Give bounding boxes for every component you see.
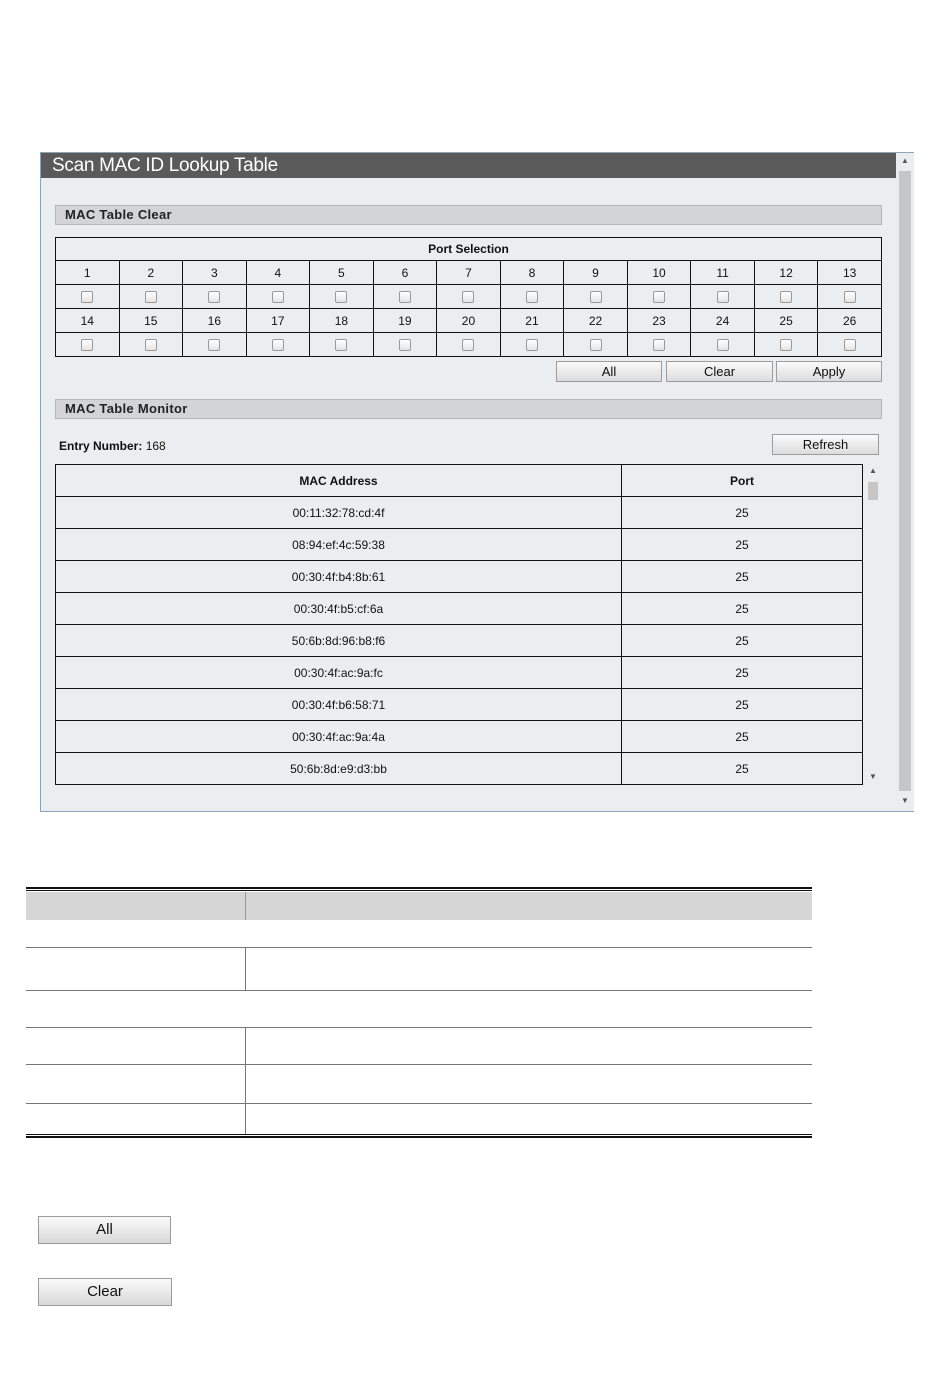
port-label: 9 xyxy=(564,261,628,285)
port-cell: 25 xyxy=(622,753,863,785)
port-label: 21 xyxy=(500,309,564,333)
mac-address-cell: 50:6b:8d:e9:d3:bb xyxy=(56,753,622,785)
table-row xyxy=(56,753,863,785)
port-cell: 25 xyxy=(622,593,863,625)
table-row xyxy=(56,689,863,721)
port-cell: 25 xyxy=(622,561,863,593)
port-cell xyxy=(183,333,247,357)
port-cell: 25 xyxy=(622,721,863,753)
port-cell xyxy=(754,285,818,309)
refresh-button[interactable]: Refresh xyxy=(772,434,879,455)
mac-table-scrollbar[interactable] xyxy=(864,464,882,786)
all-button[interactable]: All xyxy=(556,361,662,382)
port-label: 15 xyxy=(119,309,183,333)
port-cell xyxy=(119,285,183,309)
entry-number-value: 168 xyxy=(145,439,166,453)
port-checkbox[interactable] xyxy=(399,291,411,303)
port-checkbox[interactable] xyxy=(844,339,856,351)
port-checkbox[interactable] xyxy=(780,339,792,351)
mac-table-container xyxy=(55,464,882,786)
row-divider xyxy=(26,1027,812,1028)
port-label: 5 xyxy=(310,261,374,285)
port-cell xyxy=(564,285,628,309)
port-label: 25 xyxy=(754,309,818,333)
port-label: 13 xyxy=(818,261,882,285)
entry-number xyxy=(59,439,166,453)
header-divider xyxy=(245,892,246,920)
port-checkbox[interactable] xyxy=(335,339,347,351)
port-label: 16 xyxy=(183,309,247,333)
table-bottom-rule-thin xyxy=(26,1134,812,1135)
port-cell xyxy=(437,285,501,309)
port-cell xyxy=(373,285,437,309)
table-bottom-rule xyxy=(26,1136,812,1138)
mac-address-cell: 00:30:4f:ac:9a:fc xyxy=(56,657,622,689)
port-cell xyxy=(500,285,564,309)
port-checkbox[interactable] xyxy=(653,291,665,303)
port-label: 6 xyxy=(373,261,437,285)
port-checkbox[interactable] xyxy=(145,291,157,303)
port-checkbox[interactable] xyxy=(590,339,602,351)
port-label: 20 xyxy=(437,309,501,333)
port-cell xyxy=(437,333,501,357)
port-label: 8 xyxy=(500,261,564,285)
table-row xyxy=(56,721,863,753)
table-row xyxy=(56,657,863,689)
mac-address-cell: 00:30:4f:b5:cf:6a xyxy=(56,593,622,625)
port-label: 18 xyxy=(310,309,374,333)
port-label: 14 xyxy=(56,309,120,333)
port-cell: 25 xyxy=(622,657,863,689)
port-checkbox[interactable] xyxy=(145,339,157,351)
port-checkbox[interactable] xyxy=(462,291,474,303)
port-checkbox[interactable] xyxy=(717,291,729,303)
scan-mac-lookup-panel xyxy=(40,152,914,812)
table-header-row xyxy=(26,892,812,920)
row-divider xyxy=(26,1103,812,1104)
port-checkbox[interactable] xyxy=(81,339,93,351)
port-checkbox[interactable] xyxy=(526,339,538,351)
table-row xyxy=(56,625,863,657)
mac-table xyxy=(55,464,863,785)
row-divider xyxy=(26,1064,812,1065)
mac-table-monitor-header: MAC Table Monitor xyxy=(55,399,882,419)
port-cell xyxy=(310,285,374,309)
mac-address-cell: 00:30:4f:b4:8b:61 xyxy=(56,561,622,593)
port-label: 7 xyxy=(437,261,501,285)
entry-number-label: Entry Number: xyxy=(59,439,143,453)
port-label: 26 xyxy=(818,309,882,333)
port-checkbox[interactable] xyxy=(653,339,665,351)
scroll-up-icon[interactable]: ▲ xyxy=(901,156,909,165)
port-checkbox[interactable] xyxy=(717,339,729,351)
apply-button[interactable]: Apply xyxy=(776,361,882,382)
port-cell xyxy=(691,333,755,357)
panel-scroll-thumb[interactable] xyxy=(899,171,911,791)
port-cell: 25 xyxy=(622,689,863,721)
port-label: 22 xyxy=(564,309,628,333)
port-cell xyxy=(691,285,755,309)
port-checkbox[interactable] xyxy=(272,339,284,351)
all-button-sample[interactable]: All xyxy=(38,1216,171,1244)
port-cell xyxy=(818,333,882,357)
clear-button[interactable]: Clear xyxy=(666,361,773,382)
row-divider xyxy=(26,947,812,948)
port-cell xyxy=(627,333,691,357)
mac-table-scroll-thumb[interactable] xyxy=(868,482,878,500)
port-label: 3 xyxy=(183,261,247,285)
table-row xyxy=(56,497,863,529)
port-checkbox[interactable] xyxy=(208,291,220,303)
port-cell xyxy=(373,333,437,357)
clear-button-sample[interactable]: Clear xyxy=(38,1278,172,1306)
column-divider xyxy=(245,947,246,990)
port-checkbox[interactable] xyxy=(399,339,411,351)
port-label: 19 xyxy=(373,309,437,333)
column-port: Port xyxy=(622,465,863,497)
mac-address-cell: 00:30:4f:ac:9a:4a xyxy=(56,721,622,753)
row-divider xyxy=(26,990,812,991)
port-cell xyxy=(818,285,882,309)
panel-title: Scan MAC ID Lookup Table xyxy=(41,153,896,178)
port-label: 2 xyxy=(119,261,183,285)
port-checkbox[interactable] xyxy=(844,291,856,303)
port-cell xyxy=(119,333,183,357)
port-cell xyxy=(183,285,247,309)
port-label: 17 xyxy=(246,309,310,333)
port-checkbox[interactable] xyxy=(81,291,93,303)
port-cell xyxy=(246,285,310,309)
parameter-table xyxy=(26,887,812,1140)
table-top-rule xyxy=(26,887,812,889)
panel-scrollbar[interactable] xyxy=(896,153,914,811)
port-cell xyxy=(246,333,310,357)
table-row xyxy=(56,529,863,561)
port-checkbox[interactable] xyxy=(526,291,538,303)
port-cell: 25 xyxy=(622,625,863,657)
column-divider xyxy=(245,1027,246,1135)
port-cell xyxy=(56,285,120,309)
port-cell: 25 xyxy=(622,497,863,529)
port-cell xyxy=(754,333,818,357)
port-label: 24 xyxy=(691,309,755,333)
port-cell xyxy=(564,333,628,357)
mac-address-cell: 50:6b:8d:96:b8:f6 xyxy=(56,625,622,657)
port-cell xyxy=(627,285,691,309)
table-row xyxy=(56,561,863,593)
scroll-up-icon[interactable]: ▲ xyxy=(869,466,877,475)
column-mac-address: MAC Address xyxy=(56,465,622,497)
port-checkbox[interactable] xyxy=(780,291,792,303)
port-label: 11 xyxy=(691,261,755,285)
table-row xyxy=(56,593,863,625)
mac-address-cell: 00:11:32:78:cd:4f xyxy=(56,497,622,529)
scroll-down-icon[interactable]: ▼ xyxy=(869,772,877,781)
table-top-rule-thin xyxy=(26,890,812,891)
port-label: 10 xyxy=(627,261,691,285)
mac-address-cell: 00:30:4f:b6:58:71 xyxy=(56,689,622,721)
mac-address-cell: 08:94:ef:4c:59:38 xyxy=(56,529,622,561)
port-label: 12 xyxy=(754,261,818,285)
port-cell xyxy=(310,333,374,357)
port-checkbox[interactable] xyxy=(590,291,602,303)
port-cell xyxy=(56,333,120,357)
mac-table-clear-header: MAC Table Clear xyxy=(55,205,882,225)
port-checkbox[interactable] xyxy=(335,291,347,303)
port-cell xyxy=(500,333,564,357)
port-label: 23 xyxy=(627,309,691,333)
port-checkbox[interactable] xyxy=(272,291,284,303)
port-checkbox[interactable] xyxy=(208,339,220,351)
port-label: 4 xyxy=(246,261,310,285)
port-cell: 25 xyxy=(622,529,863,561)
port-selection-table xyxy=(55,237,882,357)
scroll-down-icon[interactable]: ▼ xyxy=(901,796,909,805)
port-selection-label: Port Selection xyxy=(56,238,882,261)
port-label: 1 xyxy=(56,261,120,285)
port-checkbox[interactable] xyxy=(462,339,474,351)
